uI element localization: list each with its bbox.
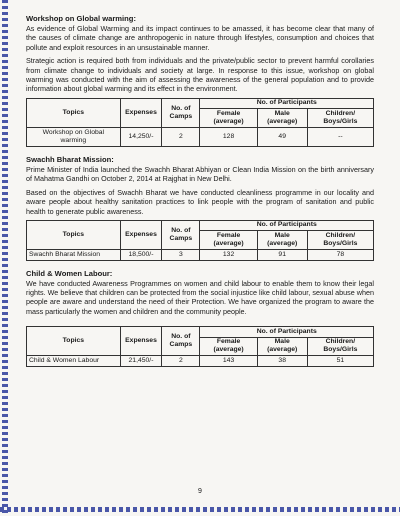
paragraph: We have conducted Awareness Programmes on women and child labour to enable them to know their legal rights. We believe that children can be protected from the social injustice like child labour, sexual abuse when people are aware and understand the need of their Protection. We have organized the program to aware the mass particularly the women and children and the community people. <box>26 278 374 316</box>
table-row <box>27 250 374 260</box>
cell-male: 49 <box>257 128 307 147</box>
header-participants: No. of Participants <box>200 327 374 337</box>
cell-topic: Workshop on Global warming <box>27 128 121 147</box>
cell-topic: Child & Women Labour <box>27 356 121 366</box>
cell-expenses: 14,250/- <box>120 128 162 147</box>
cell-male: 38 <box>257 356 307 366</box>
header-topics: Topics <box>27 220 121 249</box>
header-male: Male (average) <box>257 109 307 128</box>
header-children: Children/ Boys/Girls <box>307 337 373 356</box>
header-male: Male (average) <box>257 337 307 356</box>
paragraph: As evidence of Global Warming and its impact continues to be amassed, it has become clear that many of the causes of climate change are anthropogenic in nature through lifestyles, consumption and choices that pollute and exploit resources in an unsustainable manner. <box>26 24 374 52</box>
header-children: Children/ Boys/Girls <box>307 109 373 128</box>
cell-camps: 2 <box>162 128 200 147</box>
participants-table-child-women-labour <box>26 326 374 367</box>
table-row <box>27 356 374 366</box>
participants-table-swachh-bharat <box>26 220 374 261</box>
header-camps: No. of Camps <box>162 327 200 356</box>
cell-camps: 3 <box>162 250 200 260</box>
header-expenses: Expenses <box>120 327 162 356</box>
section-heading-global-warming: Workshop on Global warming: <box>26 14 136 23</box>
cell-male: 91 <box>257 250 307 260</box>
header-female: Female (average) <box>200 109 257 128</box>
paragraph: Prime Minister of India launched the Swachh Bharat Abhiyan or Clean India Mission on the birth anniversary of Mahatma Gandhi on October 2, 2014 at Rajghat in New Delhi. <box>26 164 374 184</box>
cell-expenses: 18,500/- <box>120 250 162 260</box>
section-heading-swachh-bharat: Swachh Bharat Mission: <box>26 154 114 164</box>
cell-children: -- <box>307 128 373 147</box>
header-topics: Topics <box>27 327 121 356</box>
header-female: Female (average) <box>200 231 257 250</box>
header-expenses: Expenses <box>120 220 162 249</box>
decorative-border-left <box>2 0 8 516</box>
document-page <box>26 14 374 375</box>
header-children: Children/ Boys/Girls <box>307 231 373 250</box>
paragraph: Strategic action is required both from individuals and the private/public sector to prevent harmful corollaries from climate change to individuals and society at large. In response to this issue, workshop on global warming was conducted with the aim of assessing the awareness of the general population and to provide information about global warming and its effect in the environment. <box>26 56 374 94</box>
decorative-border-bottom <box>0 507 400 512</box>
participants-table-global-warming <box>26 98 374 147</box>
cell-children: 78 <box>307 250 373 260</box>
header-male: Male (average) <box>257 231 307 250</box>
cell-female: 132 <box>200 250 257 260</box>
cell-female: 143 <box>200 356 257 366</box>
header-topics: Topics <box>27 98 121 127</box>
cell-expenses: 21,450/- <box>120 356 162 366</box>
cell-camps: 2 <box>162 356 200 366</box>
cell-children: 51 <box>307 356 373 366</box>
header-participants: No. of Participants <box>200 220 374 230</box>
paragraph: Based on the objectives of Swachh Bharat we have conducted cleanliness programme in our locality and aware people about healthy sanitation practices to link people with the program of sanitation and public health to generate public awareness. <box>26 187 374 216</box>
cell-topic: Swachh Bharat Mission <box>27 250 121 260</box>
page-number: 9 <box>198 488 202 495</box>
header-female: Female (average) <box>200 337 257 356</box>
header-expenses: Expenses <box>120 98 162 127</box>
section-heading-child-women-labour: Child & Women Labour: <box>26 268 113 278</box>
table-row <box>27 128 374 147</box>
header-participants: No. of Participants <box>200 98 374 108</box>
header-camps: No. of Camps <box>162 220 200 249</box>
header-camps: No. of Camps <box>162 98 200 127</box>
cell-female: 128 <box>200 128 257 147</box>
